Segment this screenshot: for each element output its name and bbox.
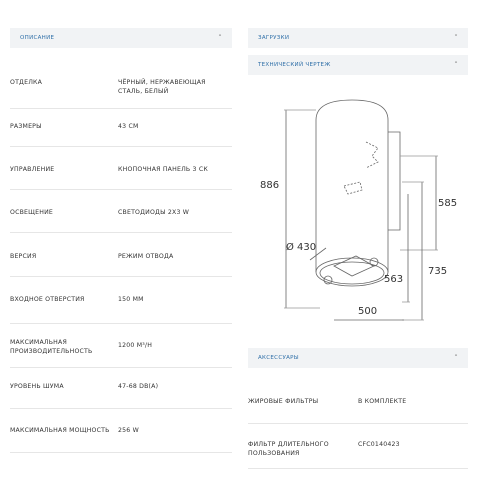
description-header-label: ОПИСАНИЕ [20,35,55,41]
spec-row-lighting [10,208,232,217]
spec-value: 1200 M³/H [118,342,153,349]
internal-duct [344,182,362,194]
description-accordion-header[interactable] [10,28,232,48]
accessory-key: ФИЛЬТР ДЛИТЕЛЬНОГО ПОЛЬЗОВАНИЯ [248,441,329,457]
spec-key: МАКСИМАЛЬНАЯ ПРОИЗВОДИТЕЛЬНОСТЬ [10,339,93,355]
accessories-accordion-header[interactable] [248,348,468,368]
chevron-up-icon[interactable]: ˄ [218,34,222,42]
accessory-row-grease-filters [248,397,468,406]
chevron-up-icon[interactable]: ˄ [454,61,458,69]
spec-value: 256 W [118,427,139,434]
spec-value: 150 MM [118,296,144,303]
divider [10,232,232,233]
hood-outline [316,100,388,272]
spec-value: КНОПОЧНАЯ ПАНЕЛЬ 3 СК [118,166,208,173]
accessory-key: ЖИРОВЫЕ ФИЛЬТРЫ [248,398,319,405]
divider [248,423,468,424]
divider [10,276,232,277]
dim-extension [402,182,424,320]
spec-key: РАЗМЕРЫ [10,123,42,130]
spec-value: ЧЁРНЫЙ, НЕРЖАВЕЮЩАЯ СТАЛЬ, БЕЛЫЙ [118,79,206,95]
divider [10,408,232,409]
spec-value: РЕЖИМ ОТВОДА [118,253,174,260]
spec-value: 47-68 DB(A) [118,383,159,390]
dim-extension [284,110,320,308]
drawing-header-label: ТЕХНИЧЕСКИЙ ЧЕРТЕЖ [258,62,331,68]
spec-key: МАКСИМАЛЬНАЯ МОЩНОСТЬ [10,427,110,434]
spec-row-control [10,165,232,174]
dim-upper-height: 585 [438,198,458,209]
accessory-value: CFC0140423 [358,441,400,448]
chevron-up-icon[interactable]: ˄ [454,354,458,362]
bottom-inner-ring [320,262,384,284]
divider [10,323,232,324]
technical-drawing [248,90,468,330]
chevron-down-icon[interactable]: ˅ [454,34,458,42]
spec-row-capacity [10,338,232,356]
spec-row-version [10,252,232,261]
divider [10,367,232,368]
spec-key: ОСВЕЩЕНИЕ [10,209,54,216]
dim-extension [400,156,438,250]
spec-key: ВЕРСИЯ [10,253,37,260]
accessory-value: В КОМПЛЕКТЕ [358,398,407,405]
spec-key: УРОВЕНЬ ШУМА [10,383,64,390]
divider [10,146,232,147]
spec-row-size [10,122,232,131]
spec-row-power [10,426,232,435]
dim-total-height: 886 [260,180,280,191]
spec-key: ОТДЕЛКА [10,79,43,86]
divider [10,189,232,190]
spec-key: УПРАВЛЕНИЕ [10,166,55,173]
spec-row-finish [10,78,232,96]
downloads-accordion-header[interactable] [248,28,468,48]
drawing-accordion-header[interactable] [248,55,468,75]
spec-row-noise [10,382,232,391]
divider [248,468,468,469]
dim-width: 500 [358,306,378,317]
dim-lower-height: 563 [384,274,404,285]
spec-key: ВХОДНОЕ ОТВЕРСТИЯ [10,296,85,303]
accessory-row-longlife-filter [248,440,468,458]
accessories-header-label: АКСЕССУАРЫ [258,355,299,361]
downloads-header-label: ЗАГРУЗКИ [258,35,290,41]
dim-mid-height: 735 [428,266,448,277]
spec-row-inlet [10,295,232,304]
dim-diameter: Ø 430 [286,242,317,253]
spec-value: СВЕТОДИОДЫ 2X3 W [118,209,190,216]
spec-value: 43 СМ [118,123,139,130]
divider [10,108,232,109]
internal-motor [366,142,378,168]
divider [10,452,232,453]
mount-plate [388,132,400,230]
